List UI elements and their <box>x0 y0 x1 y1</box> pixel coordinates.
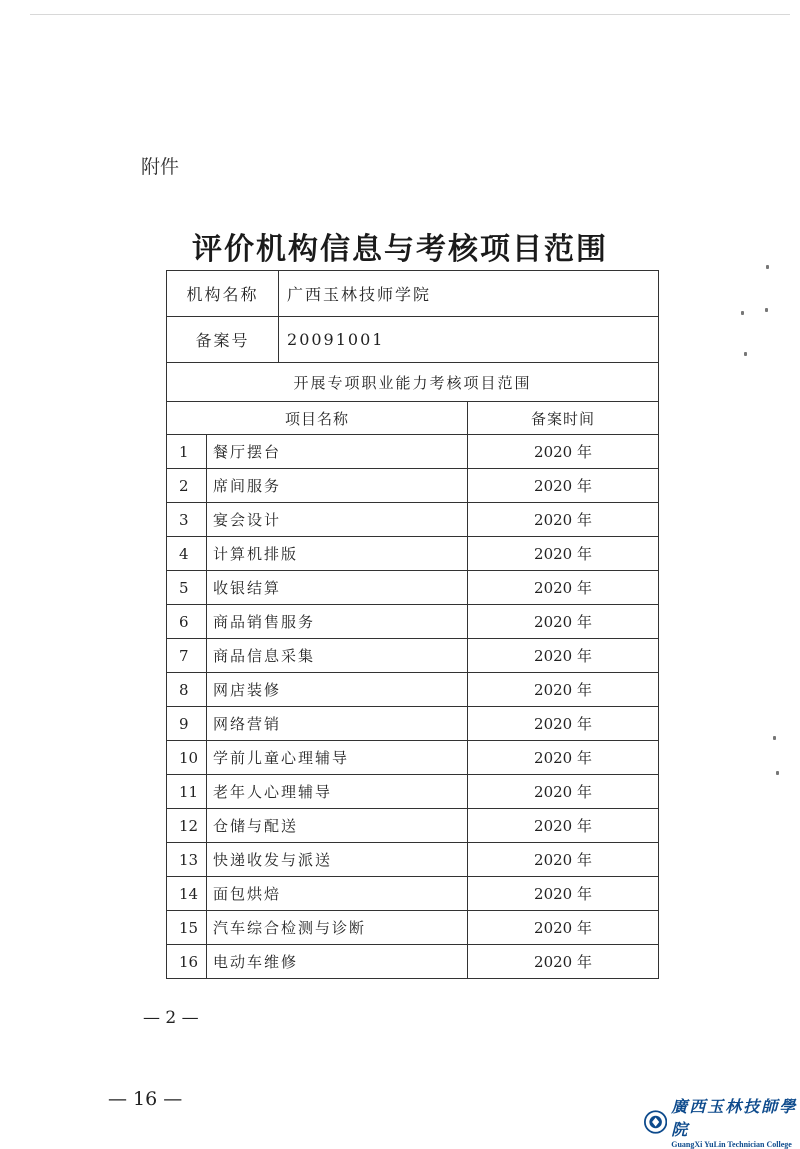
scan-speck <box>773 736 776 740</box>
item-year: 2020 年 <box>468 911 659 945</box>
item-year: 2020 年 <box>468 809 659 843</box>
item-number: 2 <box>167 469 207 503</box>
table-row <box>167 435 659 469</box>
item-number: 7 <box>167 639 207 673</box>
top-scan-edge <box>30 14 790 15</box>
item-name: 商品信息采集 <box>207 639 468 673</box>
scan-speck <box>766 265 769 269</box>
item-year: 2020 年 <box>468 605 659 639</box>
item-number: 15 <box>167 911 207 945</box>
item-name: 计算机排版 <box>207 537 468 571</box>
outer-page-number: — 16 — <box>108 1088 183 1110</box>
table-row <box>167 537 659 571</box>
logo-name-en: GuangXi YuLin Technician College <box>671 1140 792 1149</box>
item-name: 席间服务 <box>207 469 468 503</box>
item-name: 仓储与配送 <box>207 809 468 843</box>
table-row <box>167 775 659 809</box>
record-value: 20091001 <box>279 317 659 363</box>
college-emblem-icon <box>644 1109 667 1135</box>
item-year: 2020 年 <box>468 503 659 537</box>
item-number: 6 <box>167 605 207 639</box>
inner-page-number: — 2 — <box>143 1008 199 1028</box>
item-name: 收银结算 <box>207 571 468 605</box>
item-name: 面包烘焙 <box>207 877 468 911</box>
column-header-name: 项目名称 <box>167 402 468 435</box>
item-number: 5 <box>167 571 207 605</box>
item-year: 2020 年 <box>468 877 659 911</box>
item-year: 2020 年 <box>468 469 659 503</box>
table-row <box>167 571 659 605</box>
assessment-table <box>166 270 659 979</box>
item-number: 8 <box>167 673 207 707</box>
logo-name-cn: 廣西玉林技師學院 <box>671 1097 798 1139</box>
item-number: 11 <box>167 775 207 809</box>
item-number: 16 <box>167 945 207 979</box>
item-year: 2020 年 <box>468 741 659 775</box>
item-number: 9 <box>167 707 207 741</box>
item-number: 14 <box>167 877 207 911</box>
item-name: 老年人心理辅导 <box>207 775 468 809</box>
scan-speck <box>744 352 747 356</box>
table-row <box>167 707 659 741</box>
attachment-label: 附件 <box>141 156 180 178</box>
item-year: 2020 年 <box>468 639 659 673</box>
table-row <box>167 843 659 877</box>
item-number: 10 <box>167 741 207 775</box>
table-row <box>167 469 659 503</box>
item-year: 2020 年 <box>468 775 659 809</box>
item-name: 学前儿童心理辅导 <box>207 741 468 775</box>
item-year: 2020 年 <box>468 571 659 605</box>
item-name: 商品销售服务 <box>207 605 468 639</box>
table-row <box>167 605 659 639</box>
item-year: 2020 年 <box>468 707 659 741</box>
item-name: 宴会设计 <box>207 503 468 537</box>
college-logo <box>644 1094 800 1149</box>
scan-speck <box>776 771 779 775</box>
table-row <box>167 741 659 775</box>
item-name: 网络营销 <box>207 707 468 741</box>
record-label: 备案号 <box>167 317 279 363</box>
item-name: 汽车综合检测与诊断 <box>207 911 468 945</box>
record-row <box>167 317 659 363</box>
item-number: 13 <box>167 843 207 877</box>
table-row <box>167 639 659 673</box>
institution-value: 广西玉林技师学院 <box>279 271 659 317</box>
item-name: 快递收发与派送 <box>207 843 468 877</box>
item-year: 2020 年 <box>468 435 659 469</box>
page-title: 评价机构信息与考核项目范围 <box>192 232 608 267</box>
item-number: 4 <box>167 537 207 571</box>
section-row <box>167 363 659 402</box>
institution-row <box>167 271 659 317</box>
item-number: 3 <box>167 503 207 537</box>
item-name: 网店装修 <box>207 673 468 707</box>
column-header-time: 备案时间 <box>468 402 659 435</box>
table-row <box>167 911 659 945</box>
institution-label: 机构名称 <box>167 271 279 317</box>
table-row <box>167 673 659 707</box>
item-year: 2020 年 <box>468 673 659 707</box>
item-year: 2020 年 <box>468 945 659 979</box>
table-row <box>167 877 659 911</box>
item-year: 2020 年 <box>468 537 659 571</box>
table-row <box>167 503 659 537</box>
item-number: 12 <box>167 809 207 843</box>
scan-speck <box>741 311 744 315</box>
item-name: 电动车维修 <box>207 945 468 979</box>
item-year: 2020 年 <box>468 843 659 877</box>
table-row <box>167 809 659 843</box>
item-name: 餐厅摆台 <box>207 435 468 469</box>
item-number: 1 <box>167 435 207 469</box>
table-row <box>167 945 659 979</box>
column-header-row <box>167 402 659 435</box>
section-title: 开展专项职业能力考核项目范围 <box>167 363 659 402</box>
scan-speck <box>765 308 768 312</box>
